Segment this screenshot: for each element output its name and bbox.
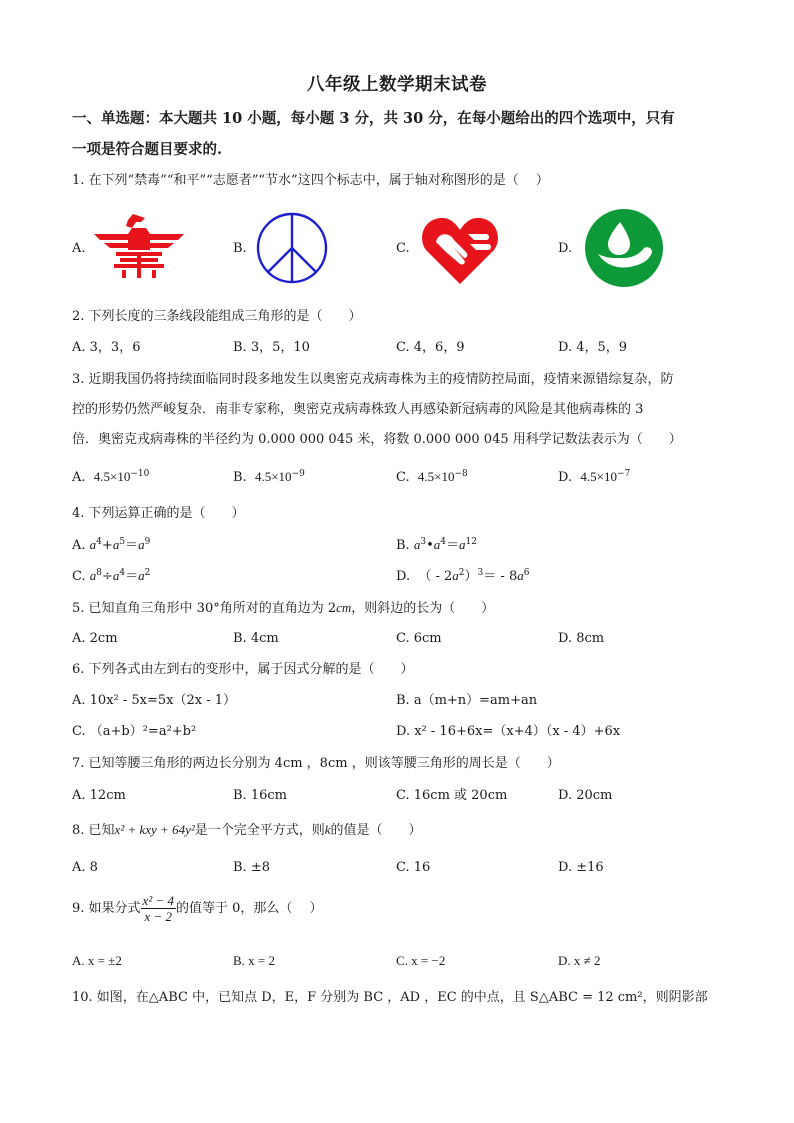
question-10-stem: 10. 如图，在△ABC 中，已知点 D，E，F 分别为 BC ，AD ，EC 的中点，且 S△ABC = 12 cm²，则阴影部 (72, 990, 708, 1005)
q7-option-c: C. 16cm 或 20cm (396, 788, 508, 803)
question-8-stem: 8. 已知x² + kxy + 64y²是一个完全平方式，则k的值是（ ） (72, 822, 422, 838)
q1-option-b-label: B. (233, 241, 247, 256)
q6-option-d: D. x² - 16+6x=（x+4）（x - 4）+6x (396, 724, 621, 739)
q3-option-a: A. $4.5\times 10^{-10}$ (72, 469, 150, 485)
q3-option-d: D. $4.5\times 10^{-7}$ (558, 469, 631, 485)
q5-option-a: A. 2cm (72, 631, 118, 646)
q2-option-d: D. 4，5，9 (558, 340, 628, 355)
peace-logo (256, 212, 328, 284)
q7-option-a: A. 12cm (72, 788, 126, 803)
heart-hand-logo (420, 212, 500, 286)
q1-option-a-label: A. (72, 241, 86, 256)
q9-option-b: B. x = 2 (233, 953, 276, 968)
q8-option-d: D. ±16 (558, 860, 604, 875)
section-heading-line1: 一、单选题：本大题共 10 小题，每小题 3 分，共 30 分，在每小题给出的四个选项中，只有 (72, 110, 675, 127)
question-3-line1: 3. 近期我国仍将持续面临同时段多地发生以奥密克戎病毒株为主的疫情防控局面，疫情来源错综复杂，防 (72, 372, 674, 387)
q5-option-d: D. 8cm (558, 631, 605, 646)
q4-option-a: A. $a^4+a^5=a^9$ (72, 537, 151, 553)
section-heading-line2: 一项是符合题目要求的. (72, 141, 223, 158)
fraction: $\frac{\text{x² − 4}}{x - 2}$ (142, 893, 174, 924)
q3-option-c: C. $4.5\times 10^{-8}$ (396, 469, 468, 485)
q8-option-a: A. 8 (72, 860, 98, 875)
question-3-line3: 倍．奥密克戎病毒株的半径约为 0.000 000 045 米，将数 0.000 000 045 用科学记数法表示为（ ） (72, 432, 682, 447)
question-7-stem: 7. 已知等腰三角形的两边长分别为 4cm ，8cm ，则该等腰三角形的周长是（ ） (72, 756, 560, 771)
q4-option-b: B. $a^3•a^4=a^{12}$ (396, 537, 477, 553)
q2-option-a: A. 3，3，6 (72, 340, 141, 355)
water-drop-logo (584, 208, 664, 288)
q6-option-c: C. （a+b）²=a²+b² (72, 724, 197, 739)
question-3-line2: 控的形势仍然严峻复杂．南非专家称，奥密克戎病毒株致人再感染新冠病毒的风险是其他病毒株的 3 (72, 402, 644, 417)
q7-option-b: B. 16cm (233, 788, 287, 803)
q6-option-a: A. 10x² - 5x=5x（2x - 1） (72, 693, 237, 708)
q1-option-d-label: D. (558, 241, 573, 256)
question-9-stem: 9. 如果分式 $\frac{\text{x² − 4}}{x - 2}$ 的值等于 0，那么（ ） (72, 893, 323, 924)
eagle-logo (92, 212, 186, 282)
q5-option-b: B. 4cm (233, 631, 279, 646)
q9-option-d: D. x ≠ 2 (558, 953, 601, 968)
question-1-stem: 1. 在下列“禁毒”“和平”“志愿者”“节水”这四个标志中，属于轴对称图形的是（ ） (72, 173, 549, 188)
q2-option-c: C. 4，6，9 (396, 340, 465, 355)
q9-option-a: A. x = ±2 (72, 953, 122, 968)
q8-option-b: B. ±8 (233, 860, 270, 875)
question-6-stem: 6. 下列各式由左到右的变形中，属于因式分解的是（ ） (72, 662, 414, 677)
page-title: 八年级上数学期末试卷 (307, 75, 487, 95)
q4-option-c: C. $a^8\div a^4=a^2$ (72, 568, 151, 584)
question-4-stem: 4. 下列运算正确的是（ ） (72, 506, 245, 521)
q4-option-d: D. （ - $2a^2)^3= - 8a^6$ (396, 568, 530, 584)
q9-option-c: C. x = −2 (396, 953, 446, 968)
q6-option-b: B. a（m+n）=am+an (396, 693, 538, 708)
q5-option-c: C. 6cm (396, 631, 442, 646)
q8-option-c: C. 16 (396, 860, 431, 875)
question-2-stem: 2. 下列长度的三条线段能组成三角形的是（ ） (72, 309, 362, 324)
question-5-stem: 5. 已知直角三角形中 30°角所对的直角边为 2cm，则斜边的长为（ ） (72, 600, 495, 616)
q7-option-d: D. 20cm (558, 788, 613, 803)
q1-option-c-label: C. (396, 241, 410, 256)
q2-option-b: B. 3，5，10 (233, 340, 310, 355)
q3-option-b: B. $4.5\times 10^{-9}$ (233, 469, 305, 485)
